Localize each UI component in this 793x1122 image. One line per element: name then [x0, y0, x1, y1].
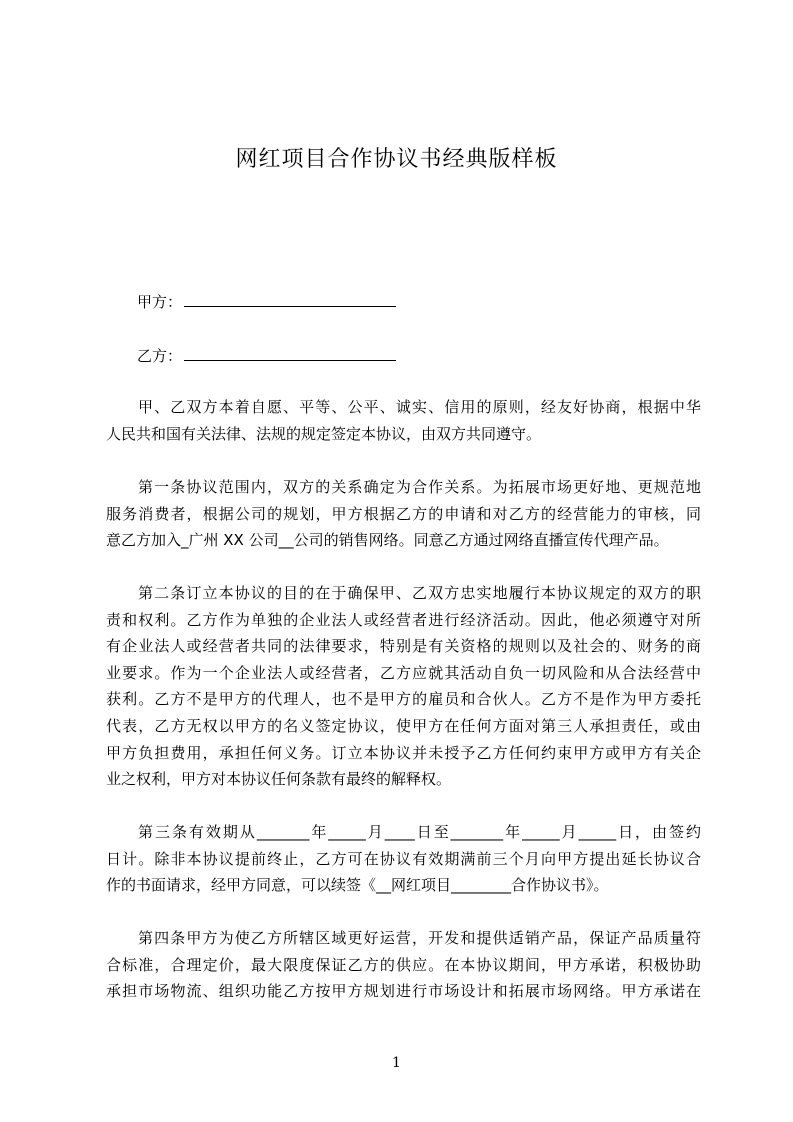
page-number: 1	[392, 1055, 401, 1071]
article-1-paragraph	[106, 474, 701, 554]
party-b-label: 乙方：	[137, 347, 183, 365]
paragraph-line: 承担市场物流、组织功能乙方按甲方规划进行市场设计和拓展市场网络。甲方承诺在	[106, 982, 701, 1001]
paragraph-line: 意乙方加入_广州 XX 公司__公司的销售网络。同意乙方通过网络直播宣传代理产品。	[106, 531, 669, 550]
paragraph-line: 获利。乙方不是甲方的代理人，也不是甲方的雇员和合伙人。乙方不是作为甲方委托	[106, 690, 701, 709]
article-4-paragraph	[106, 925, 701, 1005]
paragraph-line: 代表，乙方无权以甲方的名义签定协议，使甲方在任何方面对第三人承担责任，或由	[106, 716, 701, 735]
party-b-blank-line	[184, 346, 396, 361]
party-a-label: 甲方：	[137, 293, 183, 311]
paragraph-line: 甲方负担费用，承担任何义务。订立本协议并未授予乙方任何约束甲方或甲方有关企	[106, 743, 701, 762]
party-b-field	[137, 345, 396, 366]
document-title: 网红项目合作协议书经典版样板	[235, 147, 558, 172]
paragraph-line: 有企业法人或经营者共同的法律要求，特别是有关资格的规则以及社会的、财务的商	[106, 637, 701, 656]
paragraph-line: 第二条订立本协议的目的在于确保甲、乙双方忠实地履行本协议规定的双方的职	[138, 584, 701, 602]
article-3-paragraph	[106, 819, 701, 899]
paragraph-line: 作的书面请求，经甲方同意，可以续签《__网红项目________合作协议书》。	[106, 876, 609, 895]
intro-paragraph	[106, 394, 701, 447]
paragraph-line: 业之权利，甲方对本协议任何条款有最终的解释权。	[106, 770, 452, 789]
article-2-paragraph	[106, 580, 701, 793]
paragraph-line: 责和权利。乙方作为单独的企业法人或经营者进行经济活动。因此，他必须遵守对所	[106, 610, 701, 629]
party-a-field	[137, 291, 396, 312]
paragraph-line: 服务消费者，根据公司的规划，甲方根据乙方的申请和对乙方的经营能力的审核，同	[106, 504, 701, 523]
paragraph-line: 日计。除非本协议提前终止，乙方可在协议有效期满前三个月向甲方提出延长协议合	[106, 849, 701, 868]
paragraph-line: 第四条甲方为使乙方所辖区域更好运营，开发和提供适销产品，保证产品质量符	[138, 929, 701, 947]
paragraph-line: 业要求。作为一个企业法人或经营者，乙方应就其活动自负一切风险和从合法经营中	[106, 663, 701, 682]
paragraph-line: 第三条有效期从_______年_____月____日至_______年_____月_____日，由签约	[138, 823, 701, 841]
paragraph-line: 第一条协议范围内，双方的关系确定为合作关系。为拓展市场更好地、更规范地	[138, 478, 701, 496]
paragraph-line: 合标准，合理定价，最大限度保证乙方的供应。在本协议期间，甲方承诺，积极协助	[106, 955, 701, 974]
paragraph-line: 甲、乙双方本着自愿、平等、公平、诚实、信用的原则，经友好协商，根据中华	[138, 398, 701, 416]
paragraph-line: 人民共和国有关法律、法规的规定签定本协议，由双方共同遵守。	[106, 424, 542, 443]
party-a-blank-line	[184, 292, 396, 307]
